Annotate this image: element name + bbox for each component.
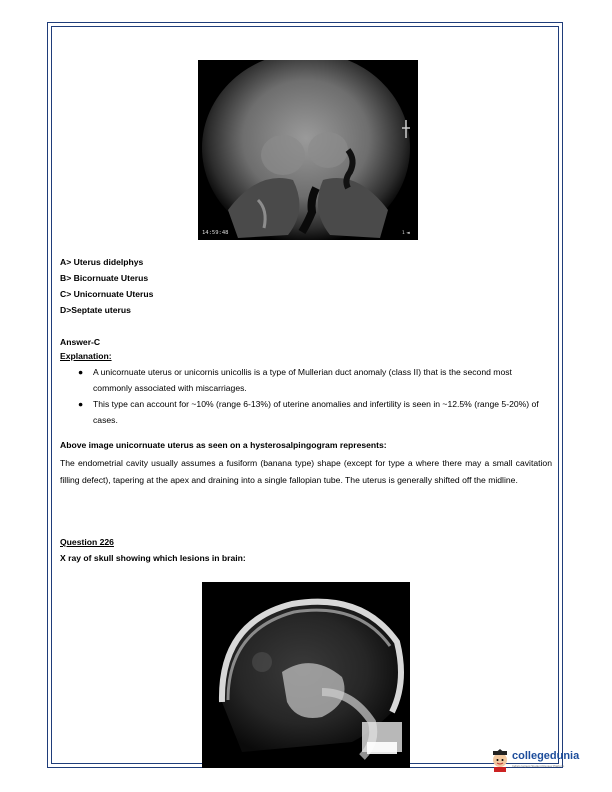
description-paragraph: The endometrial cavity usually assumes a fusiform (banana type) shape (except for type a where there may a small cavitation filling defect), tapering at the apex and draining into a single fallopian tube. The uterus is generally shifted off the midline. [60, 458, 552, 485]
hysterosalpingogram-image [198, 60, 418, 240]
answer-options [60, 254, 153, 318]
bullet-text: A unicornuate uterus or unicornis unicollis is a type of Mullerian duct anomaly (class II) that is the second most commonly associated with miscarriages. [93, 367, 512, 393]
explanation-heading: Explanation: [60, 351, 112, 361]
question-heading: Question 226 [60, 537, 114, 547]
bullet-icon: ● [78, 367, 84, 377]
option-b: B> Bicornuate Uterus [60, 273, 149, 283]
answer-label: Answer-C [60, 337, 101, 347]
logo-tagline: India's largest Student Review Platform [512, 764, 565, 768]
mascot-icon [490, 748, 510, 772]
skull-xray-image [202, 582, 410, 768]
hsg-corner-mark: 1 ◄ [402, 231, 410, 236]
option-a: A> Uterus didelphys [60, 257, 144, 267]
bullet-icon: ● [78, 399, 84, 409]
logo-brand: collegedunia [512, 750, 580, 762]
collegedunia-logo [490, 748, 586, 778]
section-subheading: Above image unicornuate uterus as seen on a hysterosalpingogram represents: [60, 440, 387, 450]
option-c: C> Unicornuate Uterus [60, 289, 154, 299]
question-text: X ray of skull showing which lesions in brain: [60, 553, 246, 563]
option-d: D>Septate uterus [60, 305, 131, 315]
explanation-bullets [78, 364, 548, 428]
bullet-item [78, 396, 548, 428]
bullet-text: This type can account for ~10% (range 6-13%) of uterine anomalies and infertility is seen in ~12.5% (range 5-20%) of cases. [93, 399, 539, 425]
hsg-timestamp: 14:59:48 [202, 230, 229, 236]
bullet-item [78, 364, 548, 396]
